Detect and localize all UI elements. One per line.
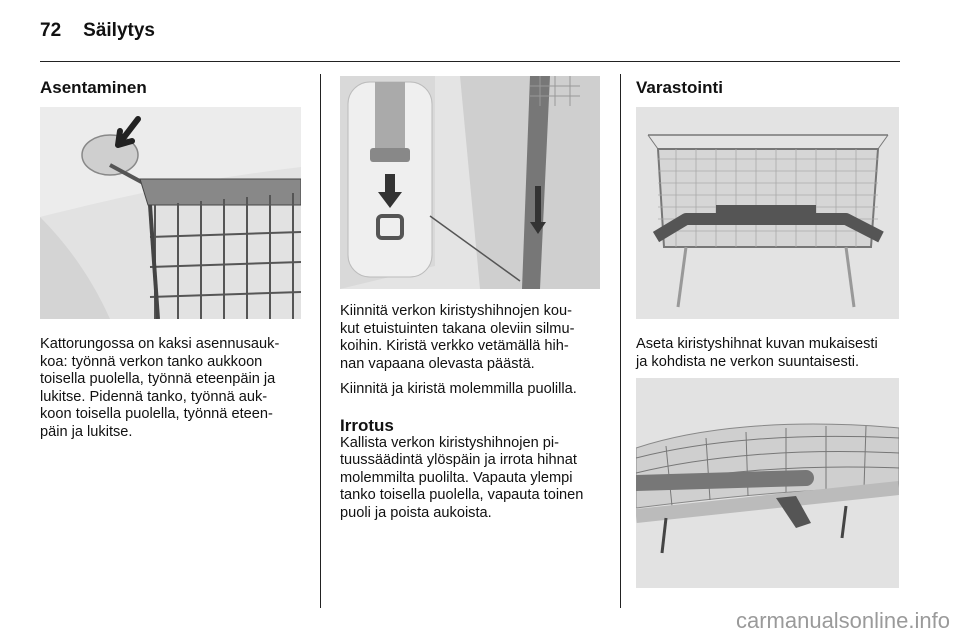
section-heading-asentaminen: Asentaminen <box>40 78 147 97</box>
figure-strap-hook <box>340 76 600 289</box>
page-header <box>40 20 155 42</box>
column-divider-1 <box>320 74 321 608</box>
col2-paragraph-2: Kiinnitä ja kiristä molemmilla puolilla. <box>340 381 577 398</box>
col1-paragraph: Kattorungossa on kaksi asennusauk- koa: työnnä verkon tanko aukkoon toisella puolella, työnnä eteenpäin ja lukitse. Pidennä tanko, työnnä auk- koon toisella puolella, työnnä eteen- päin ja lukitse. <box>40 336 280 440</box>
section-heading-varastointi: Varastointi <box>636 78 723 97</box>
col1-text <box>40 336 312 446</box>
col3-paragraph: Aseta kiristyshihnat kuvan mukaisesti ja kohdista ne verkon suuntaisesti. <box>636 336 878 370</box>
col2-paragraph-3: Kallista verkon kiristyshihnojen pi- tuussäädintä ylöspäin ja irrota hihnat molemmilta puolilta. Vapauta ylempi tanko toisella puolella, vapauta toinen puoli ja poista aukoista. <box>340 434 584 521</box>
col2-paragraph-1: Kiinnitä verkon kiristyshihnojen kou- kut etuistuinten takana oleviin silmu- koihin. Kiristä verkko vetämällä hih- nan vapaana olevasta päästä. <box>340 303 575 372</box>
col2-text <box>340 303 608 527</box>
subheading-irrotus: Irrotus <box>340 415 394 435</box>
figure-net-rolled <box>636 378 899 588</box>
page-title: Säilytys <box>83 20 155 41</box>
column-divider-2 <box>620 74 621 608</box>
footer-watermark: carmanualsonline.info <box>735 608 950 633</box>
figure-roof-mount <box>40 107 301 319</box>
page-number: 72 <box>40 20 62 41</box>
header-rule <box>40 61 900 62</box>
col3-text <box>636 336 906 375</box>
figure-net-storage <box>636 107 899 319</box>
